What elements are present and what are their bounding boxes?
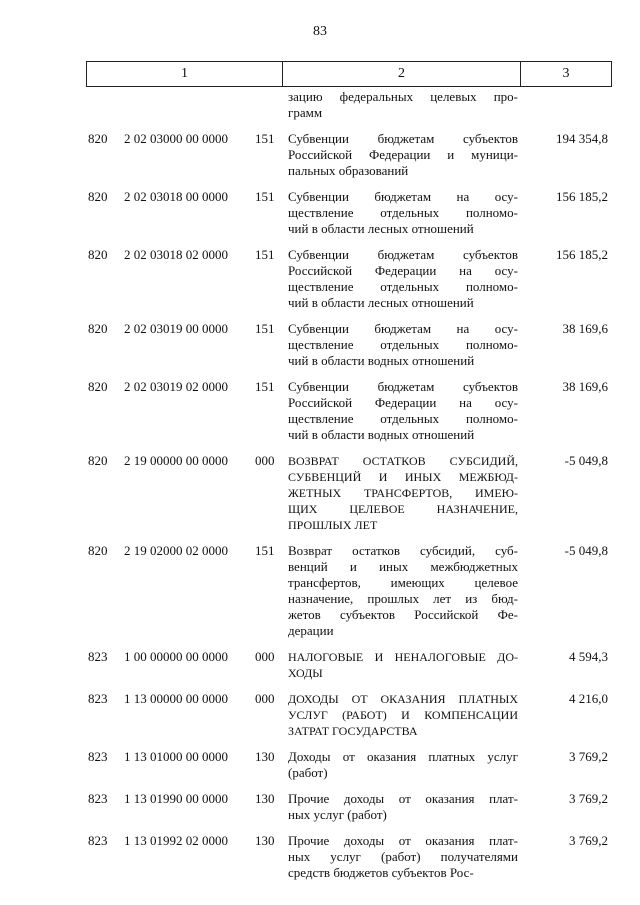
item-name-line: ществление отдельных полномо- <box>288 411 518 426</box>
budget-code: 2 02 03019 00 0000 <box>124 321 228 336</box>
item-name-line: ЩИХ ЦЕЛЕВОЕ НАЗНАЧЕНИЕ, <box>288 502 518 516</box>
amount: 38 169,6 <box>562 379 608 394</box>
amount: 4 216,0 <box>569 691 608 706</box>
budget-code: 2 02 03019 02 0000 <box>124 379 228 394</box>
item-name <box>288 649 518 681</box>
budget-code: 1 00 00000 00 0000 <box>124 649 228 664</box>
item-name-line: зацию федеральных целевых про- <box>288 89 518 104</box>
table-header <box>86 61 612 87</box>
table-row <box>0 691 640 739</box>
item-name <box>288 189 518 237</box>
item-name <box>288 543 518 639</box>
item-name <box>288 691 518 739</box>
amount: -5 049,8 <box>564 543 608 558</box>
budget-code: 2 02 03018 02 0000 <box>124 247 228 262</box>
kosgu-code: 151 <box>255 321 275 336</box>
item-name-line: чий в области водных отношений <box>288 353 475 368</box>
item-name-line: ПРОШЛЫХ ЛЕТ <box>288 518 378 532</box>
item-name-line: Российской Федерации и муници- <box>288 147 518 162</box>
amount: 4 594,3 <box>569 649 608 664</box>
table-row <box>0 131 640 179</box>
admin-code: 823 <box>88 833 108 848</box>
item-name-line: дерации <box>288 623 334 638</box>
item-name <box>288 131 518 179</box>
admin-code: 823 <box>88 649 108 664</box>
page-number: 83 <box>313 24 327 39</box>
item-name-line: ВОЗВРАТ ОСТАТКОВ СУБСИДИЙ, <box>288 454 518 468</box>
item-name-line: Субвенции бюджетам субъектов <box>288 131 518 146</box>
item-name <box>288 89 518 121</box>
item-name-line: НАЛОГОВЫЕ И НЕНАЛОГОВЫЕ ДО- <box>288 650 518 664</box>
item-name-line: пальных образований <box>288 163 409 178</box>
kosgu-code: 130 <box>255 749 275 764</box>
item-name-line: ных услуг (работ) <box>288 807 387 822</box>
table-row <box>0 791 640 823</box>
table-row <box>0 649 640 681</box>
item-name-line: Субвенции бюджетам субъектов <box>288 247 518 262</box>
budget-code: 1 13 00000 00 0000 <box>124 691 228 706</box>
item-name-line: Возврат остатков субсидий, суб- <box>288 543 518 558</box>
kosgu-code: 000 <box>255 453 275 468</box>
budget-code: 1 13 01992 02 0000 <box>124 833 228 848</box>
item-name-line: чий в области лесных отношений <box>288 295 474 310</box>
item-name-line: ществление отдельных полномо- <box>288 205 518 220</box>
amount: 156 185,2 <box>556 189 608 204</box>
budget-code: 2 19 02000 02 0000 <box>124 543 228 558</box>
admin-code: 820 <box>88 379 108 394</box>
item-name <box>288 379 518 443</box>
item-name-line: ЖЕТНЫХ ТРАНСФЕРТОВ, ИМЕЮ- <box>288 486 518 500</box>
item-name-line: Российской Федерации на осу- <box>288 395 518 410</box>
item-name <box>288 321 518 369</box>
amount: 38 169,6 <box>562 321 608 336</box>
item-name-line: венций и иных межбюджетных <box>288 559 518 574</box>
admin-code: 823 <box>88 691 108 706</box>
budget-code: 1 13 01000 00 0000 <box>124 749 228 764</box>
kosgu-code: 151 <box>255 131 275 146</box>
admin-code: 823 <box>88 749 108 764</box>
item-name-line: трансфертов, имеющих целевое <box>288 575 518 590</box>
table-row <box>0 833 640 881</box>
admin-code: 820 <box>88 247 108 262</box>
budget-code: 1 13 01990 00 0000 <box>124 791 228 806</box>
item-name <box>288 833 518 881</box>
kosgu-code: 000 <box>255 649 275 664</box>
item-name <box>288 247 518 311</box>
item-name-line: (работ) <box>288 765 328 780</box>
item-name-line: ществление отдельных полномо- <box>288 337 518 352</box>
admin-code: 823 <box>88 791 108 806</box>
item-name-line: чий в области водных отношений <box>288 427 475 442</box>
header-col-2: 2 <box>283 62 521 86</box>
table-row <box>0 749 640 781</box>
amount: 3 769,2 <box>569 749 608 764</box>
table-body <box>0 89 640 891</box>
kosgu-code: 130 <box>255 791 275 806</box>
table-row <box>0 321 640 369</box>
item-name <box>288 791 518 823</box>
item-name-line: ХОДЫ <box>288 666 323 680</box>
header-col-1: 1 <box>87 62 283 86</box>
table-row <box>0 379 640 443</box>
kosgu-code: 151 <box>255 189 275 204</box>
item-name-line: Субвенции бюджетам на осу- <box>288 189 518 204</box>
admin-code: 820 <box>88 453 108 468</box>
item-name-line: жетов субъектов Российской Фе- <box>288 607 518 622</box>
budget-code: 2 02 03000 00 0000 <box>124 131 228 146</box>
item-name-line: Российской Федерации на осу- <box>288 263 518 278</box>
budget-code: 2 19 00000 00 0000 <box>124 453 228 468</box>
amount: -5 049,8 <box>564 453 608 468</box>
table-row <box>0 453 640 533</box>
item-name-line: назначение, прошлых лет из бюд- <box>288 591 518 606</box>
item-name-line: ществление отдельных полномо- <box>288 279 518 294</box>
item-name-line: ДОХОДЫ ОТ ОКАЗАНИЯ ПЛАТНЫХ <box>288 692 518 706</box>
item-name-line: чий в области лесных отношений <box>288 221 474 236</box>
admin-code: 820 <box>88 131 108 146</box>
item-name <box>288 453 518 533</box>
item-name <box>288 749 518 781</box>
table-row <box>0 543 640 639</box>
item-name-line: Прочие доходы от оказания плат- <box>288 791 518 806</box>
item-name-line: СУБВЕНЦИЙ И ИНЫХ МЕЖБЮД- <box>288 470 518 484</box>
amount: 194 354,8 <box>556 131 608 146</box>
budget-code: 2 02 03018 00 0000 <box>124 189 228 204</box>
item-name-line: Доходы от оказания платных услуг <box>288 749 518 764</box>
admin-code: 820 <box>88 321 108 336</box>
item-name-line: Прочие доходы от оказания плат- <box>288 833 518 848</box>
table-row <box>0 247 640 311</box>
item-name-line: УСЛУГ (РАБОТ) И КОМПЕНСАЦИИ <box>288 708 518 722</box>
item-name-line: ЗАТРАТ ГОСУДАРСТВА <box>288 724 418 738</box>
item-name-line: грамм <box>288 105 323 120</box>
amount: 3 769,2 <box>569 791 608 806</box>
admin-code: 820 <box>88 543 108 558</box>
table-row <box>0 89 640 121</box>
amount: 3 769,2 <box>569 833 608 848</box>
kosgu-code: 000 <box>255 691 275 706</box>
kosgu-code: 130 <box>255 833 275 848</box>
kosgu-code: 151 <box>255 379 275 394</box>
admin-code: 820 <box>88 189 108 204</box>
kosgu-code: 151 <box>255 543 275 558</box>
item-name-line: Субвенции бюджетам на осу- <box>288 321 518 336</box>
item-name-line: Субвенции бюджетам субъектов <box>288 379 518 394</box>
amount: 156 185,2 <box>556 247 608 262</box>
kosgu-code: 151 <box>255 247 275 262</box>
item-name-line: средств бюджетов субъектов Рос- <box>288 865 474 880</box>
header-col-3: 3 <box>562 66 570 81</box>
item-name-line: ных услуг (работ) получателями <box>288 849 518 864</box>
table-row <box>0 189 640 237</box>
